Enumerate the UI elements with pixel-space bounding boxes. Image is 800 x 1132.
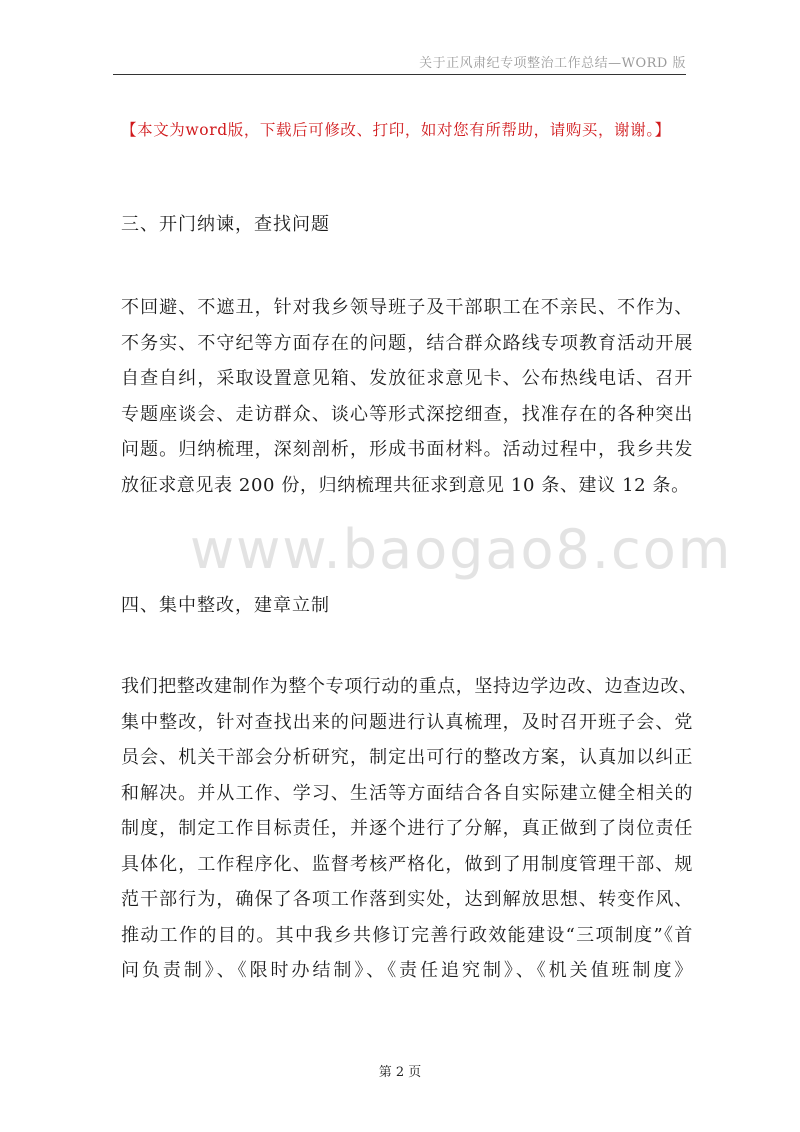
paragraph-line: 推动工作的目的。其中我乡共修订完善行政效能建设“三项制度”《首 (121, 924, 693, 946)
section-heading-4: 四、集中整改，建章立制 (121, 595, 330, 616)
paragraph-line: 问题。归纳梳理，深刻剖析，形成书面材料。活动过程中，我乡共发 (121, 439, 693, 460)
paragraph-line: 具体化，工作程序化、监督考核严格化，做到了用制度管理干部、规 (121, 853, 693, 875)
header-divider (113, 74, 686, 75)
paragraph-line: 自查自纠，采取设置意见箱、发放征求意见卡、公布热线电话、召开 (121, 368, 693, 389)
paragraph-line: 不回避、不遮丑，针对我乡领导班子及干部职工在不亲民、不作为、 (121, 297, 693, 318)
paragraph-line: 和解决。并从工作、学习、生活等方面结合各自实际建立健全相关的 (121, 782, 693, 804)
paragraph-line: 员会、机关干部会分析研究，制定出可行的整改方案，认真加以纠正 (121, 747, 693, 768)
section-3-paragraph (121, 290, 693, 503)
paragraph-line: 范干部行为，确保了各项工作落到实处，达到解放思想、转变作风、 (121, 889, 693, 910)
page-number: 第 2 页 (378, 1065, 422, 1080)
paragraph-line: 我们把整改建制作为整个专项行动的重点，坚持边学边改、边查边改、 (121, 676, 698, 697)
section-heading-3: 三、开门纳谏，查找问题 (121, 214, 330, 235)
paragraph-line: 放征求意见表 200 份，归纳梳理共征求到意见 10 条、建议 12 条。 (121, 474, 690, 496)
paragraph-line: 制度，制定工作目标责任，并逐个进行了分解，真正做到了岗位责任 (121, 818, 693, 839)
watermark-text: www.baogao8.com (190, 518, 733, 581)
paragraph-line: 不务实、不守纪等方面存在的问题，结合群众路线专项教育活动开展 (121, 332, 693, 354)
section-4-paragraph (121, 669, 698, 989)
paragraph-line: 集中整改，针对查找出来的问题进行认真梳理，及时召开班子会、党 (121, 711, 693, 733)
page-header-title: 关于正风肃纪专项整治工作总结—WORD 版 (419, 56, 686, 71)
purchase-notice: 【本文为word版，下载后可修改、打印，如对您有所帮助，请购买，谢谢。】 (121, 121, 671, 139)
paragraph-line: 专题座谈会、走访群众、谈心等形式深挖细查，找准存在的各种突出 (121, 403, 693, 425)
paragraph-line: 问负责制》、《限时办结制》、《责任追究制》、《机关值班制度》 (121, 960, 693, 981)
